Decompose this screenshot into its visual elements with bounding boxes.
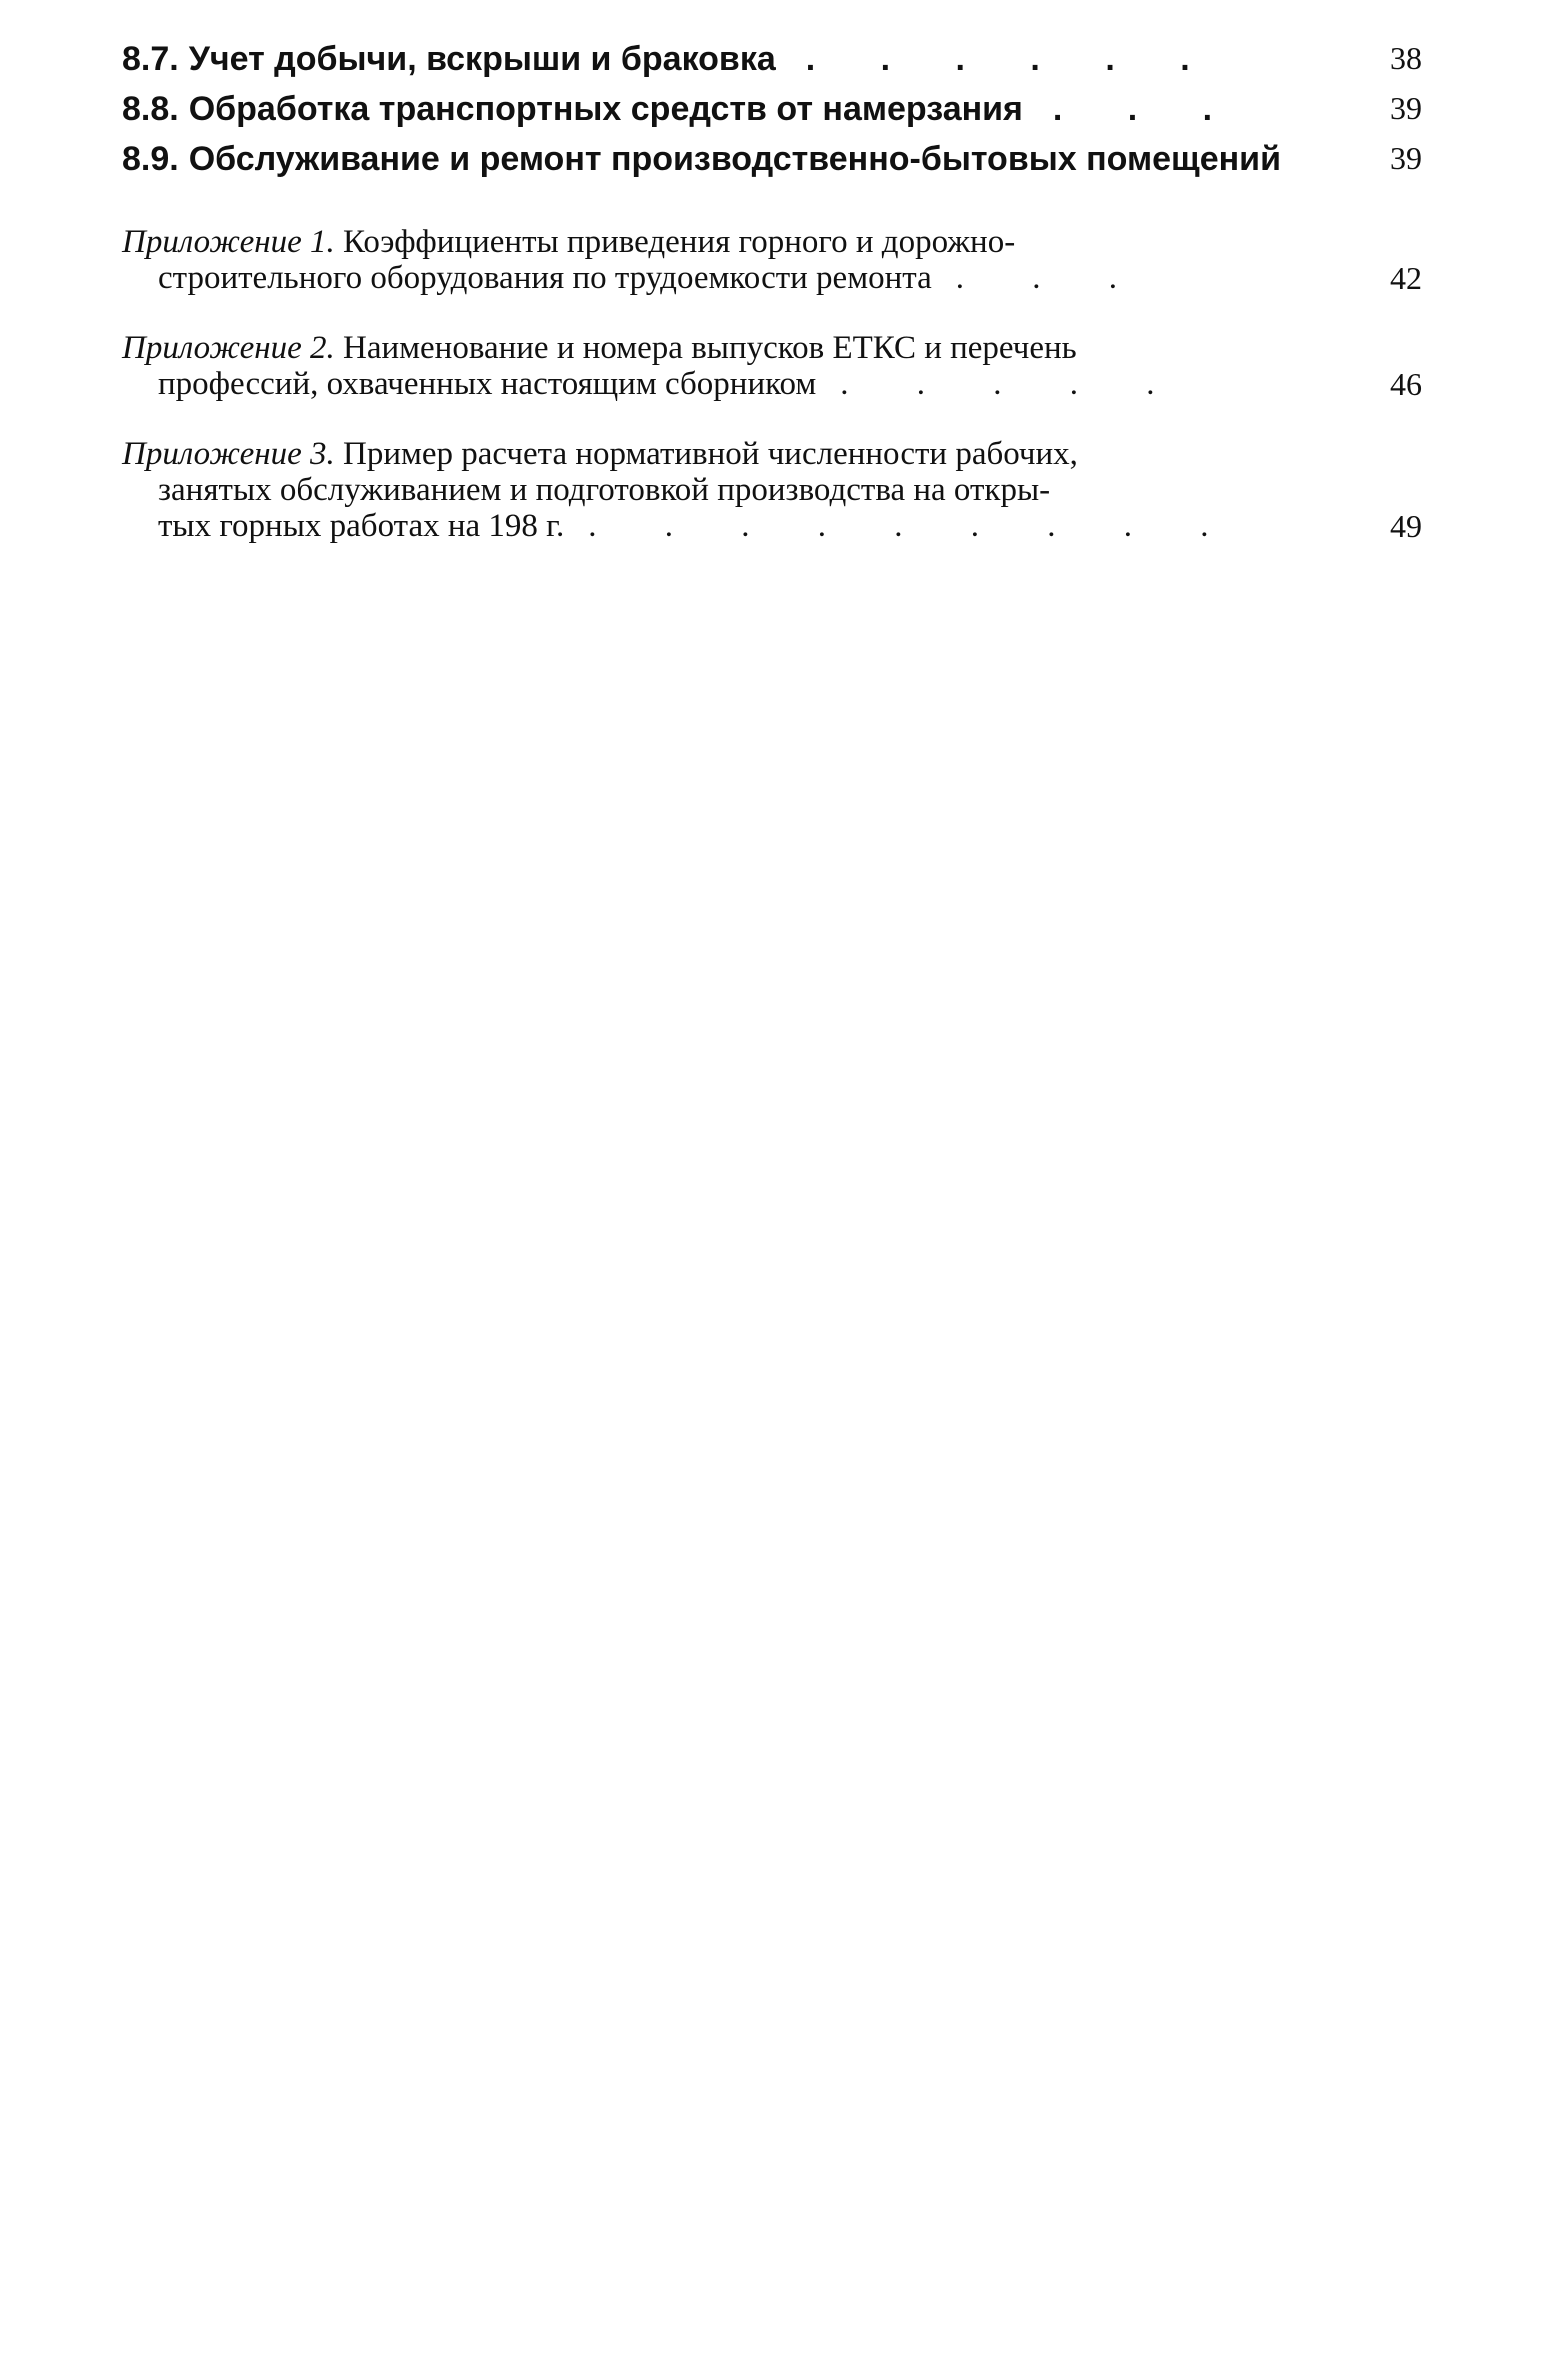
appendix-line	[122, 472, 1422, 508]
page-number: 42	[1390, 260, 1422, 296]
appendix-line	[122, 366, 1422, 402]
page-number: 46	[1390, 366, 1422, 402]
leader-dots: . . .	[1052, 90, 1241, 128]
appendix-label: Приложение 2.	[122, 330, 335, 366]
toc-entry-8-9	[122, 140, 1422, 190]
toc-entry-8-8	[122, 90, 1422, 140]
leader-dots: . . . . .	[840, 366, 1185, 402]
section-number: 8.7.	[122, 40, 179, 78]
appendix-line	[122, 436, 1422, 472]
appendix-line	[122, 260, 1422, 296]
toc-entry-appendix-2	[122, 330, 1422, 402]
appendix-text: занятых обслуживанием и подготовкой производства на откры-	[158, 472, 1051, 508]
section-title: Учет добычи, вскрыши и браковка	[188, 40, 776, 78]
appendix-line	[122, 224, 1422, 260]
appendix-line	[122, 508, 1422, 544]
section-title: Обслуживание и ремонт производственно-бытовых помещений	[188, 140, 1281, 178]
appendix-label: Приложение 3.	[122, 436, 335, 472]
leader-dots: . . . . . .	[805, 40, 1218, 78]
section-number: 8.9.	[122, 140, 179, 178]
appendix-line	[122, 330, 1422, 366]
page-number: 49	[1390, 508, 1422, 544]
table-of-contents	[122, 40, 1422, 544]
appendix-label: Приложение 1.	[122, 224, 335, 260]
page-number: 38	[1390, 40, 1422, 76]
toc-entry-8-7	[122, 40, 1422, 90]
page-number: 39	[1390, 140, 1422, 176]
appendix-text: тых горных работах на 198 г.	[158, 508, 565, 544]
page-number: 39	[1390, 90, 1422, 126]
appendix-text: Наименование и номера выпусков ЕТКС и перечень	[342, 330, 1077, 366]
leader-dots: . . . . . . . . .	[588, 508, 1239, 544]
toc-entry-appendix-3	[122, 436, 1422, 544]
toc-entry-appendix-1	[122, 224, 1422, 296]
section-title: Обработка транспортных средств от намерзания	[188, 90, 1023, 128]
appendix-text: профессий, охваченных настоящим сборником	[158, 366, 817, 402]
appendix-text: Пример расчета нормативной численности рабочих,	[342, 436, 1078, 472]
section-number: 8.8.	[122, 90, 179, 128]
appendix-text: Коэффициенты приведения горного и дорожно-	[342, 224, 1016, 260]
appendix-text: строительного оборудования по трудоемкости ремонта	[158, 260, 932, 296]
leader-dots: . . .	[955, 260, 1147, 296]
